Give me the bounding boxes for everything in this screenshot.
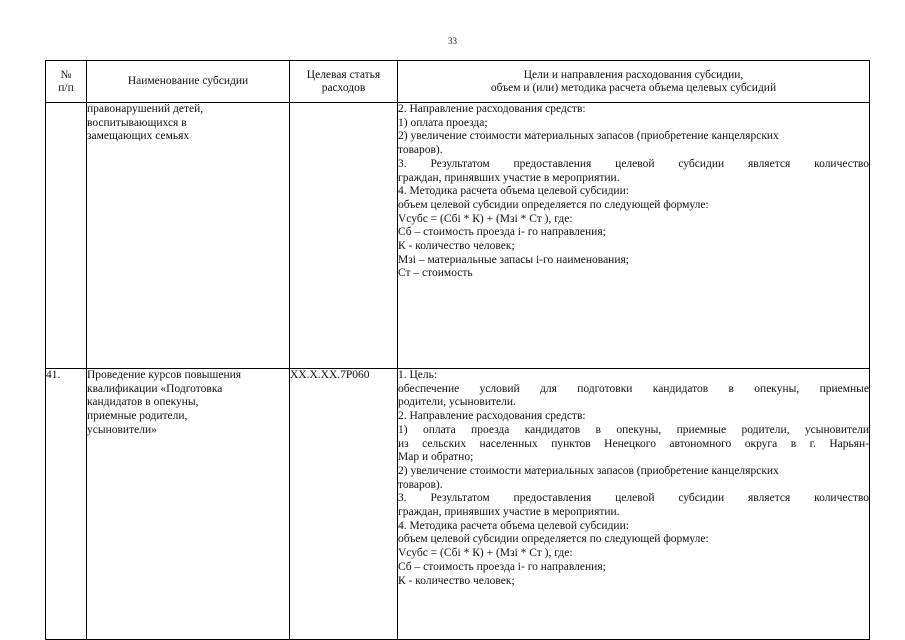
name-line: кандидатов в опекуны, — [87, 396, 199, 409]
goals-line: граждан, принявших участие в мероприятии. — [398, 506, 620, 519]
goals-line: объем целевой субсидии определяется по следующей формуле: — [398, 533, 709, 546]
goals-cell — [398, 369, 870, 640]
table-row — [46, 369, 870, 640]
goals-line: Vсубс = (Сбi * К) + (Мзi * Ст ), где: — [398, 212, 573, 225]
header-goals — [398, 61, 870, 103]
name-line: Проведение курсов повышения — [87, 369, 242, 381]
name-line: квалификации «Подготовка — [87, 382, 223, 395]
goals-line: Мзi – материальные запасы i-го наименования; — [398, 253, 629, 266]
goals-line: Мар и обратно; — [398, 451, 474, 464]
subsidy-name-cell — [87, 369, 290, 640]
header-subsidy-name: Наименование субсидии — [87, 61, 290, 103]
row-number: 41. — [46, 369, 87, 640]
goals-line: 4. Методика расчета объема целевой субсидии: — [398, 519, 629, 532]
goals-cell — [398, 103, 870, 369]
header-number-line: п/п — [58, 81, 74, 94]
goals-line: 1. Цель: — [398, 369, 438, 381]
goals-line: 2) увеличение стоимости материальных запасов (приобретение канцелярских — [398, 464, 779, 477]
goals-line: родители, усыновители. — [398, 396, 516, 409]
goals-line: 4. Методика расчета объема целевой субсидии: — [398, 185, 629, 198]
header-number-line: № — [60, 68, 72, 81]
goals-line: Сб – стоимость проезда i- го направления; — [398, 226, 606, 239]
goals-line: К - количество человек; — [398, 574, 515, 587]
row-number — [46, 103, 87, 369]
goals-line: 1) оплата проезда кандидатов в опекуны, приемные родители, усыновители — [398, 423, 869, 436]
name-line: правонарушений детей, — [87, 103, 204, 115]
target-article-cell: XX.X.XX.7P060 — [290, 369, 398, 640]
goals-line: 3. Результатом предоставления целевой субсидии является количество — [398, 492, 869, 505]
page-number: 33 — [448, 36, 457, 46]
goals-line: обеспечение условий для подготовки кандидатов в опекуны, приемные — [398, 382, 869, 395]
goals-line: товаров). — [398, 144, 443, 157]
header-number — [46, 61, 87, 103]
goals-line: 1) оплата проезда; — [398, 116, 488, 129]
goals-line: из сельских населенных пунктов Ненецкого автономного округа в г. Нарьян- — [398, 437, 869, 450]
header-target-article — [290, 61, 398, 103]
goals-line: объем целевой субсидии определяется по следующей формуле: — [398, 198, 709, 211]
header-goals-line: объем и (или) методика расчета объема целевых субсидий — [490, 81, 777, 94]
subsidy-table — [45, 60, 870, 640]
name-line: замещающих семьях — [87, 130, 190, 143]
goals-line: товаров). — [398, 478, 443, 491]
goals-line: 2. Направление расходования средств: — [398, 103, 586, 115]
goals-line: 2. Направление расходования средств: — [398, 410, 586, 423]
goals-line: 3. Результатом предоставления целевой субсидии является количество — [398, 157, 869, 170]
header-article-line: расходов — [321, 81, 366, 94]
goals-line: Vсубс = (Сбi * К) + (Мзi * Ст ), где: — [398, 547, 573, 560]
table-header-row — [46, 61, 870, 103]
goals-line: граждан, принявших участие в мероприятии. — [398, 171, 620, 184]
target-article-cell — [290, 103, 398, 369]
table-row — [46, 103, 870, 369]
name-line: усыновители» — [87, 423, 157, 436]
subsidy-name-cell — [87, 103, 290, 369]
name-line: воспитывающихся в — [87, 116, 187, 129]
goals-line: 2) увеличение стоимости материальных запасов (приобретение канцелярских — [398, 130, 779, 143]
goals-line: Ст – стоимость — [398, 267, 473, 280]
header-goals-line: Цели и направления расходования субсидии, — [523, 68, 744, 81]
name-line: приемные родители, — [87, 410, 188, 423]
header-article-line: Целевая статья — [306, 68, 381, 81]
goals-line: Сб – стоимость проезда i- го направления; — [398, 560, 606, 573]
goals-line: К - количество человек; — [398, 240, 515, 253]
